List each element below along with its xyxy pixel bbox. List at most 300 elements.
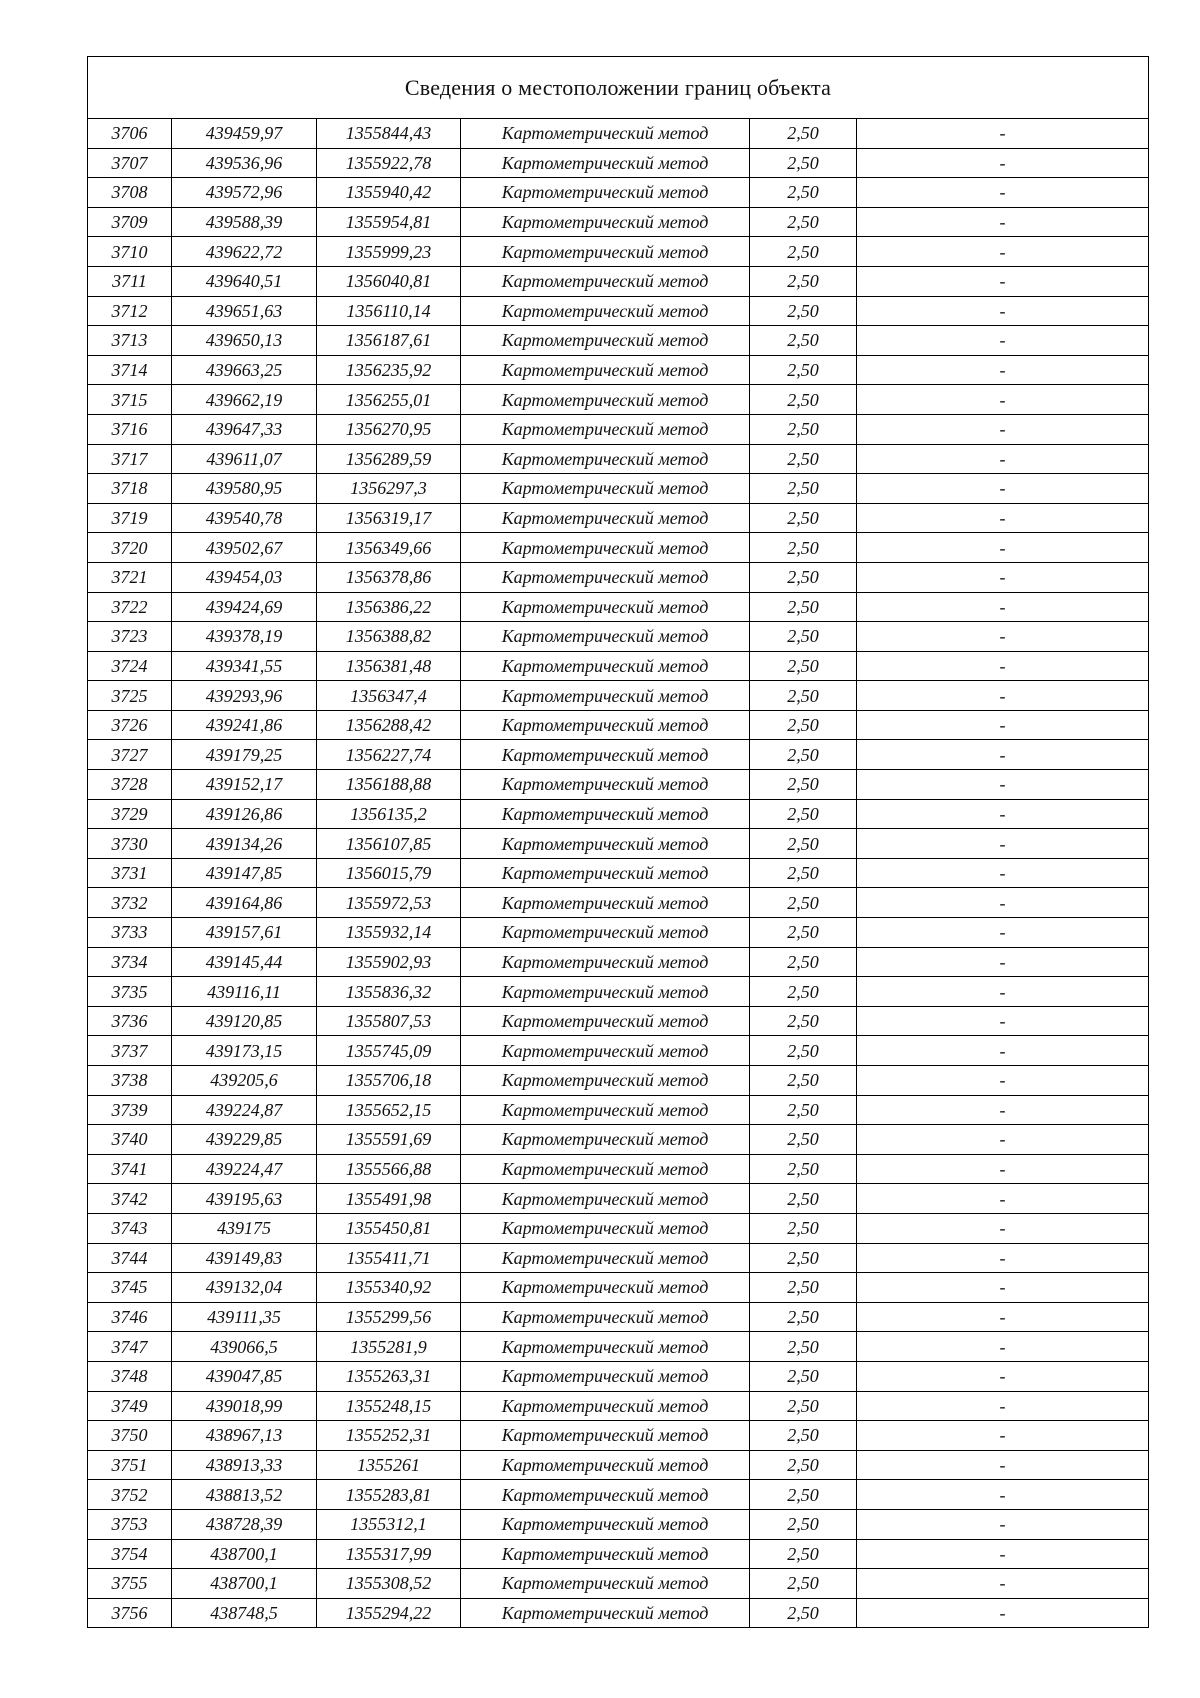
accuracy-cell: 2,50 <box>750 1095 857 1125</box>
x-coordinate-cell: 439111,35 <box>172 1302 317 1332</box>
x-coordinate-cell: 439126,86 <box>172 799 317 829</box>
description-cell: - <box>857 1569 1149 1599</box>
table-row <box>88 799 1149 829</box>
method-cell: Картометрический метод <box>461 1213 750 1243</box>
method-cell: Картометрический метод <box>461 1598 750 1628</box>
accuracy-cell: 2,50 <box>750 1480 857 1510</box>
table-row <box>88 1125 1149 1155</box>
table-row <box>88 355 1149 385</box>
table-row <box>88 1450 1149 1480</box>
method-cell: Картометрический метод <box>461 1569 750 1599</box>
y-coordinate-cell: 1356288,42 <box>317 710 461 740</box>
point-number-cell: 3753 <box>88 1509 172 1539</box>
y-coordinate-cell: 1356227,74 <box>317 740 461 770</box>
description-cell: - <box>857 1450 1149 1480</box>
point-number-cell: 3746 <box>88 1302 172 1332</box>
table-row <box>88 1006 1149 1036</box>
accuracy-cell: 2,50 <box>750 119 857 149</box>
y-coordinate-cell: 1356235,92 <box>317 355 461 385</box>
y-coordinate-cell: 1356289,59 <box>317 444 461 474</box>
point-number-cell: 3743 <box>88 1213 172 1243</box>
table-row <box>88 858 1149 888</box>
description-cell: - <box>857 1273 1149 1303</box>
accuracy-cell: 2,50 <box>750 533 857 563</box>
accuracy-cell: 2,50 <box>750 947 857 977</box>
accuracy-cell: 2,50 <box>750 888 857 918</box>
method-cell: Картометрический метод <box>461 474 750 504</box>
method-cell: Картометрический метод <box>461 681 750 711</box>
point-number-cell: 3739 <box>88 1095 172 1125</box>
x-coordinate-cell: 439173,15 <box>172 1036 317 1066</box>
y-coordinate-cell: 1356349,66 <box>317 533 461 563</box>
table-row <box>88 888 1149 918</box>
method-cell: Картометрический метод <box>461 1066 750 1096</box>
x-coordinate-cell: 439018,99 <box>172 1391 317 1421</box>
point-number-cell: 3742 <box>88 1184 172 1214</box>
x-coordinate-cell: 439241,86 <box>172 710 317 740</box>
method-cell: Картометрический метод <box>461 1243 750 1273</box>
table-row <box>88 918 1149 948</box>
method-cell: Картометрический метод <box>461 1006 750 1036</box>
point-number-cell: 3721 <box>88 562 172 592</box>
table-row <box>88 1273 1149 1303</box>
x-coordinate-cell: 439459,97 <box>172 119 317 149</box>
x-coordinate-cell: 438913,33 <box>172 1450 317 1480</box>
description-cell: - <box>857 1539 1149 1569</box>
y-coordinate-cell: 1356378,86 <box>317 562 461 592</box>
y-coordinate-cell: 1355294,22 <box>317 1598 461 1628</box>
y-coordinate-cell: 1356135,2 <box>317 799 461 829</box>
table-row <box>88 681 1149 711</box>
method-cell: Картометрический метод <box>461 770 750 800</box>
accuracy-cell: 2,50 <box>750 1391 857 1421</box>
point-number-cell: 3717 <box>88 444 172 474</box>
table-row <box>88 1332 1149 1362</box>
description-cell: - <box>857 977 1149 1007</box>
description-cell: - <box>857 296 1149 326</box>
accuracy-cell: 2,50 <box>750 592 857 622</box>
description-cell: - <box>857 858 1149 888</box>
table-row <box>88 1154 1149 1184</box>
point-number-cell: 3725 <box>88 681 172 711</box>
x-coordinate-cell: 439378,19 <box>172 622 317 652</box>
point-number-cell: 3724 <box>88 651 172 681</box>
table-row <box>88 385 1149 415</box>
table-row <box>88 237 1149 267</box>
y-coordinate-cell: 1355652,15 <box>317 1095 461 1125</box>
description-cell: - <box>857 1302 1149 1332</box>
accuracy-cell: 2,50 <box>750 622 857 652</box>
accuracy-cell: 2,50 <box>750 1125 857 1155</box>
description-cell: - <box>857 1095 1149 1125</box>
method-cell: Картометрический метод <box>461 1361 750 1391</box>
description-cell: - <box>857 740 1149 770</box>
method-cell: Картометрический метод <box>461 651 750 681</box>
table-row <box>88 444 1149 474</box>
y-coordinate-cell: 1356319,17 <box>317 503 461 533</box>
accuracy-cell: 2,50 <box>750 296 857 326</box>
description-cell: - <box>857 1421 1149 1451</box>
x-coordinate-cell: 438728,39 <box>172 1509 317 1539</box>
description-cell: - <box>857 592 1149 622</box>
table-row <box>88 829 1149 859</box>
description-cell: - <box>857 562 1149 592</box>
y-coordinate-cell: 1356107,85 <box>317 829 461 859</box>
accuracy-cell: 2,50 <box>750 1509 857 1539</box>
y-coordinate-cell: 1355844,43 <box>317 119 461 149</box>
x-coordinate-cell: 439580,95 <box>172 474 317 504</box>
method-cell: Картометрический метод <box>461 178 750 208</box>
table-row <box>88 977 1149 1007</box>
accuracy-cell: 2,50 <box>750 1361 857 1391</box>
point-number-cell: 3734 <box>88 947 172 977</box>
y-coordinate-cell: 1355491,98 <box>317 1184 461 1214</box>
method-cell: Картометрический метод <box>461 710 750 740</box>
y-coordinate-cell: 1355902,93 <box>317 947 461 977</box>
point-number-cell: 3714 <box>88 355 172 385</box>
y-coordinate-cell: 1355932,14 <box>317 918 461 948</box>
x-coordinate-cell: 439588,39 <box>172 207 317 237</box>
y-coordinate-cell: 1356110,14 <box>317 296 461 326</box>
point-number-cell: 3751 <box>88 1450 172 1480</box>
x-coordinate-cell: 439132,04 <box>172 1273 317 1303</box>
table-row <box>88 740 1149 770</box>
description-cell: - <box>857 1480 1149 1510</box>
point-number-cell: 3718 <box>88 474 172 504</box>
point-number-cell: 3736 <box>88 1006 172 1036</box>
accuracy-cell: 2,50 <box>750 1036 857 1066</box>
y-coordinate-cell: 1355745,09 <box>317 1036 461 1066</box>
accuracy-cell: 2,50 <box>750 1332 857 1362</box>
description-cell: - <box>857 237 1149 267</box>
point-number-cell: 3728 <box>88 770 172 800</box>
y-coordinate-cell: 1356255,01 <box>317 385 461 415</box>
method-cell: Картометрический метод <box>461 592 750 622</box>
method-cell: Картометрический метод <box>461 444 750 474</box>
x-coordinate-cell: 439640,51 <box>172 266 317 296</box>
point-number-cell: 3747 <box>88 1332 172 1362</box>
accuracy-cell: 2,50 <box>750 1184 857 1214</box>
y-coordinate-cell: 1356347,4 <box>317 681 461 711</box>
description-cell: - <box>857 918 1149 948</box>
y-coordinate-cell: 1356388,82 <box>317 622 461 652</box>
accuracy-cell: 2,50 <box>750 740 857 770</box>
x-coordinate-cell: 439134,26 <box>172 829 317 859</box>
accuracy-cell: 2,50 <box>750 385 857 415</box>
method-cell: Картометрический метод <box>461 237 750 267</box>
x-coordinate-cell: 439195,63 <box>172 1184 317 1214</box>
description-cell: - <box>857 651 1149 681</box>
accuracy-cell: 2,50 <box>750 1421 857 1451</box>
y-coordinate-cell: 1355999,23 <box>317 237 461 267</box>
table-row <box>88 1391 1149 1421</box>
description-cell: - <box>857 474 1149 504</box>
x-coordinate-cell: 439622,72 <box>172 237 317 267</box>
accuracy-cell: 2,50 <box>750 414 857 444</box>
point-number-cell: 3738 <box>88 1066 172 1096</box>
table-row <box>88 533 1149 563</box>
table-row <box>88 1243 1149 1273</box>
method-cell: Картометрический метод <box>461 1421 750 1451</box>
description-cell: - <box>857 207 1149 237</box>
table-row <box>88 1480 1149 1510</box>
x-coordinate-cell: 438967,13 <box>172 1421 317 1451</box>
table-row <box>88 474 1149 504</box>
point-number-cell: 3730 <box>88 829 172 859</box>
y-coordinate-cell: 1356270,95 <box>317 414 461 444</box>
description-cell: - <box>857 533 1149 563</box>
description-cell: - <box>857 148 1149 178</box>
table-row <box>88 1598 1149 1628</box>
x-coordinate-cell: 439116,11 <box>172 977 317 1007</box>
x-coordinate-cell: 439147,85 <box>172 858 317 888</box>
y-coordinate-cell: 1355922,78 <box>317 148 461 178</box>
x-coordinate-cell: 438748,5 <box>172 1598 317 1628</box>
table-row <box>88 592 1149 622</box>
accuracy-cell: 2,50 <box>750 858 857 888</box>
method-cell: Картометрический метод <box>461 977 750 1007</box>
table-row <box>88 119 1149 149</box>
description-cell: - <box>857 1184 1149 1214</box>
accuracy-cell: 2,50 <box>750 444 857 474</box>
y-coordinate-cell: 1355954,81 <box>317 207 461 237</box>
point-number-cell: 3726 <box>88 710 172 740</box>
table-row <box>88 178 1149 208</box>
description-cell: - <box>857 1006 1149 1036</box>
point-number-cell: 3712 <box>88 296 172 326</box>
point-number-cell: 3744 <box>88 1243 172 1273</box>
accuracy-cell: 2,50 <box>750 710 857 740</box>
accuracy-cell: 2,50 <box>750 178 857 208</box>
table-row <box>88 296 1149 326</box>
table-row <box>88 503 1149 533</box>
method-cell: Картометрический метод <box>461 1480 750 1510</box>
accuracy-cell: 2,50 <box>750 1302 857 1332</box>
y-coordinate-cell: 1355248,15 <box>317 1391 461 1421</box>
point-number-cell: 3711 <box>88 266 172 296</box>
point-number-cell: 3719 <box>88 503 172 533</box>
method-cell: Картометрический метод <box>461 266 750 296</box>
description-cell: - <box>857 1509 1149 1539</box>
method-cell: Картометрический метод <box>461 918 750 948</box>
method-cell: Картометрический метод <box>461 296 750 326</box>
accuracy-cell: 2,50 <box>750 1598 857 1628</box>
x-coordinate-cell: 439164,86 <box>172 888 317 918</box>
y-coordinate-cell: 1355940,42 <box>317 178 461 208</box>
point-number-cell: 3755 <box>88 1569 172 1599</box>
description-cell: - <box>857 1213 1149 1243</box>
accuracy-cell: 2,50 <box>750 1213 857 1243</box>
point-number-cell: 3706 <box>88 119 172 149</box>
description-cell: - <box>857 1391 1149 1421</box>
x-coordinate-cell: 439341,55 <box>172 651 317 681</box>
table-row <box>88 1302 1149 1332</box>
x-coordinate-cell: 439066,5 <box>172 1332 317 1362</box>
y-coordinate-cell: 1356015,79 <box>317 858 461 888</box>
accuracy-cell: 2,50 <box>750 266 857 296</box>
point-number-cell: 3716 <box>88 414 172 444</box>
table-row <box>88 1213 1149 1243</box>
point-number-cell: 3745 <box>88 1273 172 1303</box>
method-cell: Картометрический метод <box>461 1332 750 1362</box>
x-coordinate-cell: 439424,69 <box>172 592 317 622</box>
x-coordinate-cell: 439540,78 <box>172 503 317 533</box>
table-row <box>88 414 1149 444</box>
point-number-cell: 3710 <box>88 237 172 267</box>
x-coordinate-cell: 439205,6 <box>172 1066 317 1096</box>
y-coordinate-cell: 1355263,31 <box>317 1361 461 1391</box>
description-cell: - <box>857 1154 1149 1184</box>
y-coordinate-cell: 1355566,88 <box>317 1154 461 1184</box>
accuracy-cell: 2,50 <box>750 1450 857 1480</box>
point-number-cell: 3735 <box>88 977 172 1007</box>
point-number-cell: 3708 <box>88 178 172 208</box>
accuracy-cell: 2,50 <box>750 1539 857 1569</box>
accuracy-cell: 2,50 <box>750 355 857 385</box>
table-row <box>88 1509 1149 1539</box>
table-row <box>88 1361 1149 1391</box>
table-row <box>88 1095 1149 1125</box>
method-cell: Картометрический метод <box>461 562 750 592</box>
point-number-cell: 3750 <box>88 1421 172 1451</box>
description-cell: - <box>857 1332 1149 1362</box>
x-coordinate-cell: 439611,07 <box>172 444 317 474</box>
point-number-cell: 3752 <box>88 1480 172 1510</box>
x-coordinate-cell: 439647,33 <box>172 414 317 444</box>
x-coordinate-cell: 439149,83 <box>172 1243 317 1273</box>
x-coordinate-cell: 439454,03 <box>172 562 317 592</box>
method-cell: Картометрический метод <box>461 1184 750 1214</box>
accuracy-cell: 2,50 <box>750 918 857 948</box>
y-coordinate-cell: 1355450,81 <box>317 1213 461 1243</box>
method-cell: Картометрический метод <box>461 1509 750 1539</box>
method-cell: Картометрический метод <box>461 1036 750 1066</box>
point-number-cell: 3733 <box>88 918 172 948</box>
description-cell: - <box>857 1361 1149 1391</box>
method-cell: Картометрический метод <box>461 799 750 829</box>
point-number-cell: 3741 <box>88 1154 172 1184</box>
accuracy-cell: 2,50 <box>750 562 857 592</box>
method-cell: Картометрический метод <box>461 740 750 770</box>
accuracy-cell: 2,50 <box>750 237 857 267</box>
y-coordinate-cell: 1355836,32 <box>317 977 461 1007</box>
x-coordinate-cell: 439293,96 <box>172 681 317 711</box>
accuracy-cell: 2,50 <box>750 799 857 829</box>
y-coordinate-cell: 1355252,31 <box>317 1421 461 1451</box>
accuracy-cell: 2,50 <box>750 1006 857 1036</box>
point-number-cell: 3713 <box>88 326 172 356</box>
method-cell: Картометрический метод <box>461 119 750 149</box>
boundary-table <box>87 56 1149 1628</box>
x-coordinate-cell: 438700,1 <box>172 1539 317 1569</box>
description-cell: - <box>857 414 1149 444</box>
title-row <box>88 57 1149 119</box>
accuracy-cell: 2,50 <box>750 207 857 237</box>
x-coordinate-cell: 439179,25 <box>172 740 317 770</box>
method-cell: Картометрический метод <box>461 1450 750 1480</box>
point-number-cell: 3723 <box>88 622 172 652</box>
x-coordinate-cell: 438813,52 <box>172 1480 317 1510</box>
point-number-cell: 3756 <box>88 1598 172 1628</box>
method-cell: Картометрический метод <box>461 1273 750 1303</box>
point-number-cell: 3709 <box>88 207 172 237</box>
description-cell: - <box>857 503 1149 533</box>
y-coordinate-cell: 1355706,18 <box>317 1066 461 1096</box>
y-coordinate-cell: 1355340,92 <box>317 1273 461 1303</box>
x-coordinate-cell: 439572,96 <box>172 178 317 208</box>
accuracy-cell: 2,50 <box>750 1273 857 1303</box>
y-coordinate-cell: 1355281,9 <box>317 1332 461 1362</box>
x-coordinate-cell: 439152,17 <box>172 770 317 800</box>
point-number-cell: 3707 <box>88 148 172 178</box>
accuracy-cell: 2,50 <box>750 1066 857 1096</box>
x-coordinate-cell: 439651,63 <box>172 296 317 326</box>
table-row <box>88 1184 1149 1214</box>
method-cell: Картометрический метод <box>461 1125 750 1155</box>
table-row <box>88 562 1149 592</box>
description-cell: - <box>857 1243 1149 1273</box>
table-row <box>88 1539 1149 1569</box>
x-coordinate-cell: 439663,25 <box>172 355 317 385</box>
method-cell: Картометрический метод <box>461 533 750 563</box>
table-row <box>88 266 1149 296</box>
table-row <box>88 947 1149 977</box>
description-cell: - <box>857 770 1149 800</box>
y-coordinate-cell: 1356386,22 <box>317 592 461 622</box>
description-cell: - <box>857 385 1149 415</box>
description-cell: - <box>857 178 1149 208</box>
accuracy-cell: 2,50 <box>750 474 857 504</box>
x-coordinate-cell: 439502,67 <box>172 533 317 563</box>
method-cell: Картометрический метод <box>461 503 750 533</box>
table-body <box>88 119 1149 1628</box>
point-number-cell: 3729 <box>88 799 172 829</box>
description-cell: - <box>857 1598 1149 1628</box>
description-cell: - <box>857 710 1149 740</box>
y-coordinate-cell: 1355317,99 <box>317 1539 461 1569</box>
accuracy-cell: 2,50 <box>750 1569 857 1599</box>
description-cell: - <box>857 1036 1149 1066</box>
point-number-cell: 3749 <box>88 1391 172 1421</box>
table-title: Сведения о местоположении границ объекта <box>88 57 1149 119</box>
method-cell: Картометрический метод <box>461 858 750 888</box>
x-coordinate-cell: 439662,19 <box>172 385 317 415</box>
point-number-cell: 3727 <box>88 740 172 770</box>
x-coordinate-cell: 439047,85 <box>172 1361 317 1391</box>
y-coordinate-cell: 1355591,69 <box>317 1125 461 1155</box>
y-coordinate-cell: 1356381,48 <box>317 651 461 681</box>
description-cell: - <box>857 444 1149 474</box>
y-coordinate-cell: 1355411,71 <box>317 1243 461 1273</box>
y-coordinate-cell: 1356040,81 <box>317 266 461 296</box>
description-cell: - <box>857 1066 1149 1096</box>
table-row <box>88 651 1149 681</box>
description-cell: - <box>857 266 1149 296</box>
description-cell: - <box>857 622 1149 652</box>
point-number-cell: 3754 <box>88 1539 172 1569</box>
description-cell: - <box>857 947 1149 977</box>
x-coordinate-cell: 439120,85 <box>172 1006 317 1036</box>
y-coordinate-cell: 1356187,61 <box>317 326 461 356</box>
x-coordinate-cell: 438700,1 <box>172 1569 317 1599</box>
accuracy-cell: 2,50 <box>750 770 857 800</box>
x-coordinate-cell: 439650,13 <box>172 326 317 356</box>
description-cell: - <box>857 829 1149 859</box>
y-coordinate-cell: 1355261 <box>317 1450 461 1480</box>
x-coordinate-cell: 439145,44 <box>172 947 317 977</box>
description-cell: - <box>857 681 1149 711</box>
table-row <box>88 622 1149 652</box>
